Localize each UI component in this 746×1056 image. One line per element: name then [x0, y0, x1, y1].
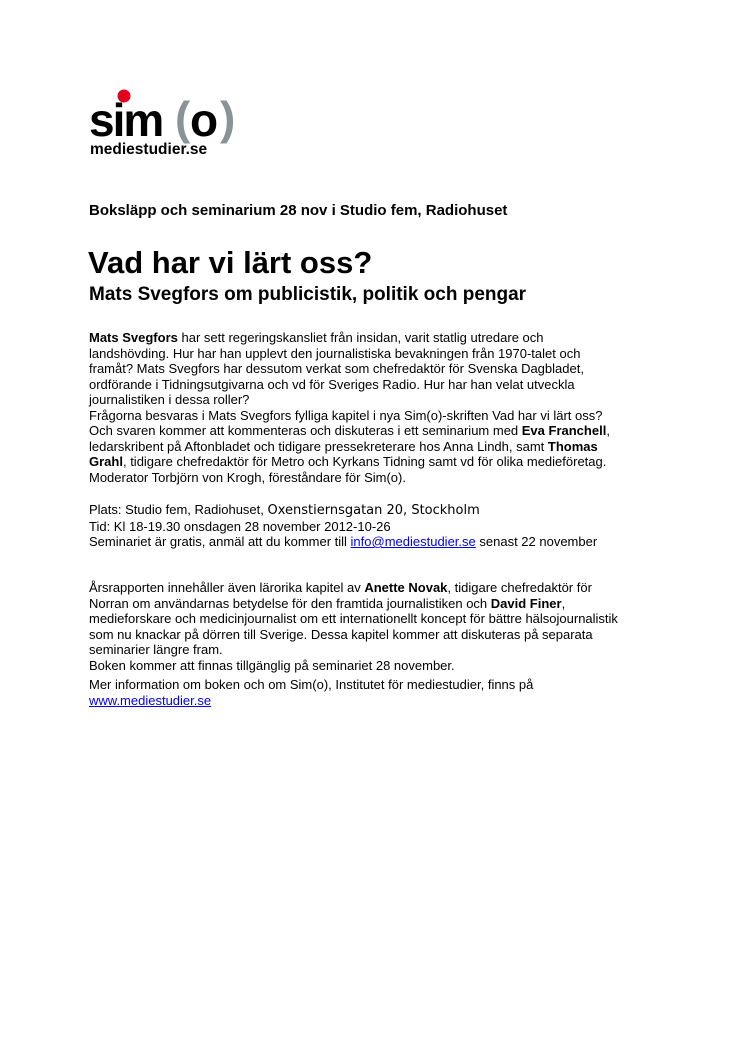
text-line	[89, 454, 669, 470]
page-subtitle: Mats Svegfors om publicistik, politik och pengar	[89, 284, 527, 305]
text-line: seminarier längre fram.	[89, 642, 223, 657]
simo-logo	[89, 86, 249, 158]
website-link[interactable]: www.mediestudier.se	[89, 692, 212, 708]
time-line: Tid: Kl 18-19.30 onsdagen 28 november 2012-10-26	[89, 518, 391, 534]
place-address: Oxenstiernsgatan 20, Stockholm	[267, 503, 480, 518]
logo-wordmark-sim: sim	[89, 94, 163, 146]
text-span: ledarskribent på Aftonbladet och tidigare pressekreterare hos Anna Lindh, samt	[89, 438, 548, 454]
more-info-paragraph	[89, 677, 669, 708]
text-span: Seminariet är gratis, anmäl att du kommer till	[89, 534, 351, 549]
person-name: Mats Svegfors	[89, 330, 178, 345]
signup-line	[89, 534, 669, 550]
text-line	[89, 693, 669, 709]
text-line: framåt? Mats Svegfors har dessutom verkat som chefredaktör för Svenska Dagbladet,	[89, 361, 584, 376]
text-line	[89, 439, 669, 455]
text-line: som nu knackar på dörren till Sverige. Dessa kapitel kommer att diskuteras på separata	[89, 626, 593, 642]
text-line	[89, 596, 669, 612]
text-line: medieforskare och medicinjournalist om ett internationellt koncept för bättre hälsojournalistik	[89, 611, 618, 626]
place-line	[89, 502, 669, 519]
text-span: Årsrapporten innehåller även lärorika kapitel av	[89, 580, 365, 595]
logo-paren-open: (	[175, 92, 191, 144]
text-span: senast 22 november	[475, 534, 598, 549]
logo-subtext: mediestudier.se	[90, 141, 208, 158]
text-line: Mer information om boken och om Sim(o), Institutet för mediestudier, finns på	[89, 677, 534, 692]
text-line: Moderator Torbjörn von Krogh, föreståndare för Sim(o).	[89, 469, 406, 485]
place-label: Plats: Studio fem, Radiohuset,	[89, 502, 268, 517]
text-span: ,	[606, 423, 610, 438]
person-name: Thomas	[547, 438, 598, 454]
logo-wordmark-o: o	[190, 94, 219, 146]
svg-text:sim	[89, 94, 162, 146]
text-span: , tidigare chefredaktör för Metro och Kyrkans Tidning samt vd för olika medieföretag.	[122, 454, 607, 469]
text-line: Boken kommer att finnas tillgänglig på seminariet 28 november.	[89, 657, 455, 673]
page-title: Vad har vi lärt oss?	[88, 245, 373, 280]
intro-paragraph	[89, 330, 669, 485]
text-line: ordförande i Tidningsutgivarna och vd för Sveriges Radio. Hur har han velat utveckla	[89, 376, 575, 392]
person-name: Eva Franchell	[521, 423, 607, 438]
text-span: ,	[561, 595, 566, 611]
text-line	[89, 580, 669, 596]
text-span: har sett regeringskansliet från insidan, varit statlig utredare och	[177, 330, 544, 345]
simo-logo-graphic	[89, 86, 249, 158]
person-name: David Finer	[490, 595, 562, 611]
person-name: Anette Novak	[364, 580, 448, 595]
text-line: landshövding. Hur har han upplevt den journalistiska bevakningen från 1970-talet och	[89, 345, 581, 361]
text-span: Norran om användarnas betydelse för den framtida journalistiken och	[89, 595, 491, 611]
report-paragraph	[89, 580, 669, 673]
text-span: Och svaren kommer att kommenteras och diskuteras i ett seminarium med	[89, 423, 522, 438]
email-link[interactable]: info@mediestudier.se	[350, 534, 476, 549]
person-name: Grahl	[89, 454, 123, 469]
text-line	[89, 330, 669, 346]
logo-paren-close: )	[220, 92, 236, 144]
event-heading: Boksläpp och seminarium 28 nov i Studio fem, Radiohuset	[89, 202, 508, 219]
text-line	[89, 423, 669, 439]
text-line: Frågorna besvaras i Mats Svegfors fylliga kapitel i nya Sim(o)-skriften Vad har vi lärt oss?	[89, 407, 603, 423]
event-details	[89, 502, 669, 550]
text-span: , tidigare chefredaktör för	[447, 580, 592, 595]
text-line: journalistiken i dessa roller?	[89, 392, 250, 407]
